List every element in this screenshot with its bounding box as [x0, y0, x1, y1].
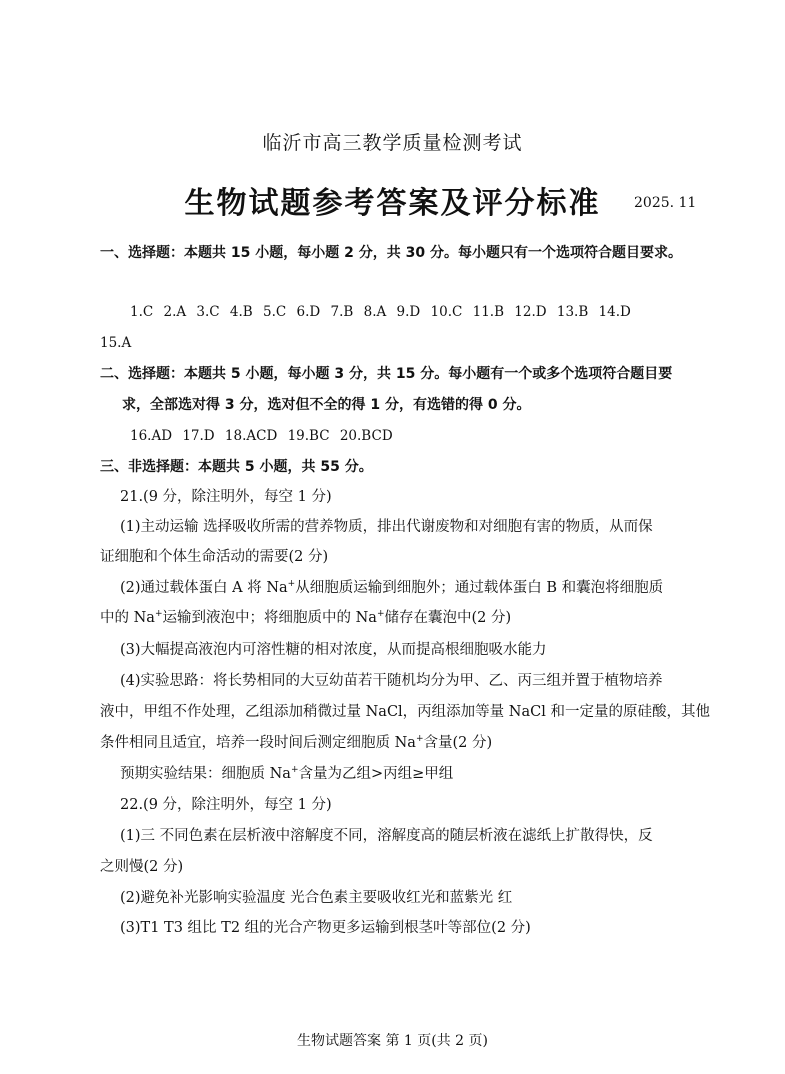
superscript-plus: + [415, 734, 424, 745]
document-title: 生物试题参考答案及评分标准 [184, 186, 601, 221]
q22-part1-line1: (1)三 不同色素在层析液中溶解度不同，溶解度高的随层析液在滤纸上扩散得快，反 [120, 828, 653, 844]
q21-part2-line1: (2)通过载体蛋白 A 将 Na+从细胞质运输到细胞外；通过载体蛋白 B 和囊泡将细胞质 [120, 579, 664, 596]
q21-part4-line1: (4)实验思路：将长势相同的大豆幼苗若干随机均分为甲、乙、丙三组并置于植物培养 [120, 673, 663, 689]
page-footer: 生物试题答案 第 1 页(共 2 页) [297, 1033, 488, 1049]
document-date: 2025. 11 [634, 195, 697, 211]
q22-part3: (3)T1 T3 组比 T2 组的光合产物更多运输到根茎叶等部位(2 分) [120, 920, 531, 936]
q21-part3: (3)大幅提高液泡内可溶性糖的相对浓度，从而提高根细胞吸水能力 [120, 642, 547, 658]
section2-answers: 16.AD 17.D 18.ACD 19.BC 20.BCD [130, 428, 393, 444]
section2-heading-line2: 求，全部选对得 3 分，选对但不全的得 1 分，有选错的得 0 分。 [122, 397, 531, 413]
q21-part1-line2: 证细胞和个体生命活动的需要(2 分) [100, 549, 329, 565]
section1-heading: 一、选择题：本题共 15 小题，每小题 2 分，共 30 分。每小题只有一个选项符合题目要求。 [100, 245, 682, 261]
q22-part2: (2)避免补光影响实验温度 光合色素主要吸收红光和蓝紫光 红 [120, 890, 513, 906]
q21-part1-line1: (1)主动运输 选择吸收所需的营养物质，排出代谢废物和对细胞有害的物质，从而保 [120, 519, 653, 535]
q21-expected-result: 预期实验结果：细胞质 Na+含量为乙组>丙组≥甲组 [120, 765, 454, 782]
q21-part2-line2: 中的 Na+运输到液泡中；将细胞质中的 Na+储存在囊泡中(2 分) [100, 609, 512, 626]
section3-heading: 三、非选择题：本题共 5 小题，共 55 分。 [100, 459, 373, 475]
q22-title: 22.(9 分，除注明外，每空 1 分) [120, 797, 332, 813]
superscript-plus: + [290, 765, 299, 776]
exam-title: 临沂市高三教学质量检测考试 [262, 132, 523, 154]
q21-title: 21.(9 分，除注明外，每空 1 分) [120, 489, 332, 505]
superscript-plus: + [376, 609, 385, 620]
section2-heading-line1: 二、选择题：本题共 5 小题，每小题 3 分，共 15 分。每小题有一个或多个选项符合题目要 [100, 366, 673, 382]
section1-answers-line2: 15.A [100, 335, 132, 351]
superscript-plus: + [287, 579, 296, 590]
q21-part4-line3: 条件相同且适宜，培养一段时间后测定细胞质 Na+含量(2 分) [100, 734, 493, 751]
section1-answers-line1: 1.C 2.A 3.C 4.B 5.C 6.D 7.B 8.A 9.D 10.C 11.B 12.D 13.B 14.D [130, 304, 631, 320]
superscript-plus: + [154, 609, 163, 620]
q21-part4-line2: 液中，甲组不作处理，乙组添加稍微过量 NaCl，丙组添加等量 NaCl 和一定量的原硅酸，其他 [100, 704, 710, 720]
q22-part1-line2: 之则慢(2 分) [100, 859, 184, 875]
